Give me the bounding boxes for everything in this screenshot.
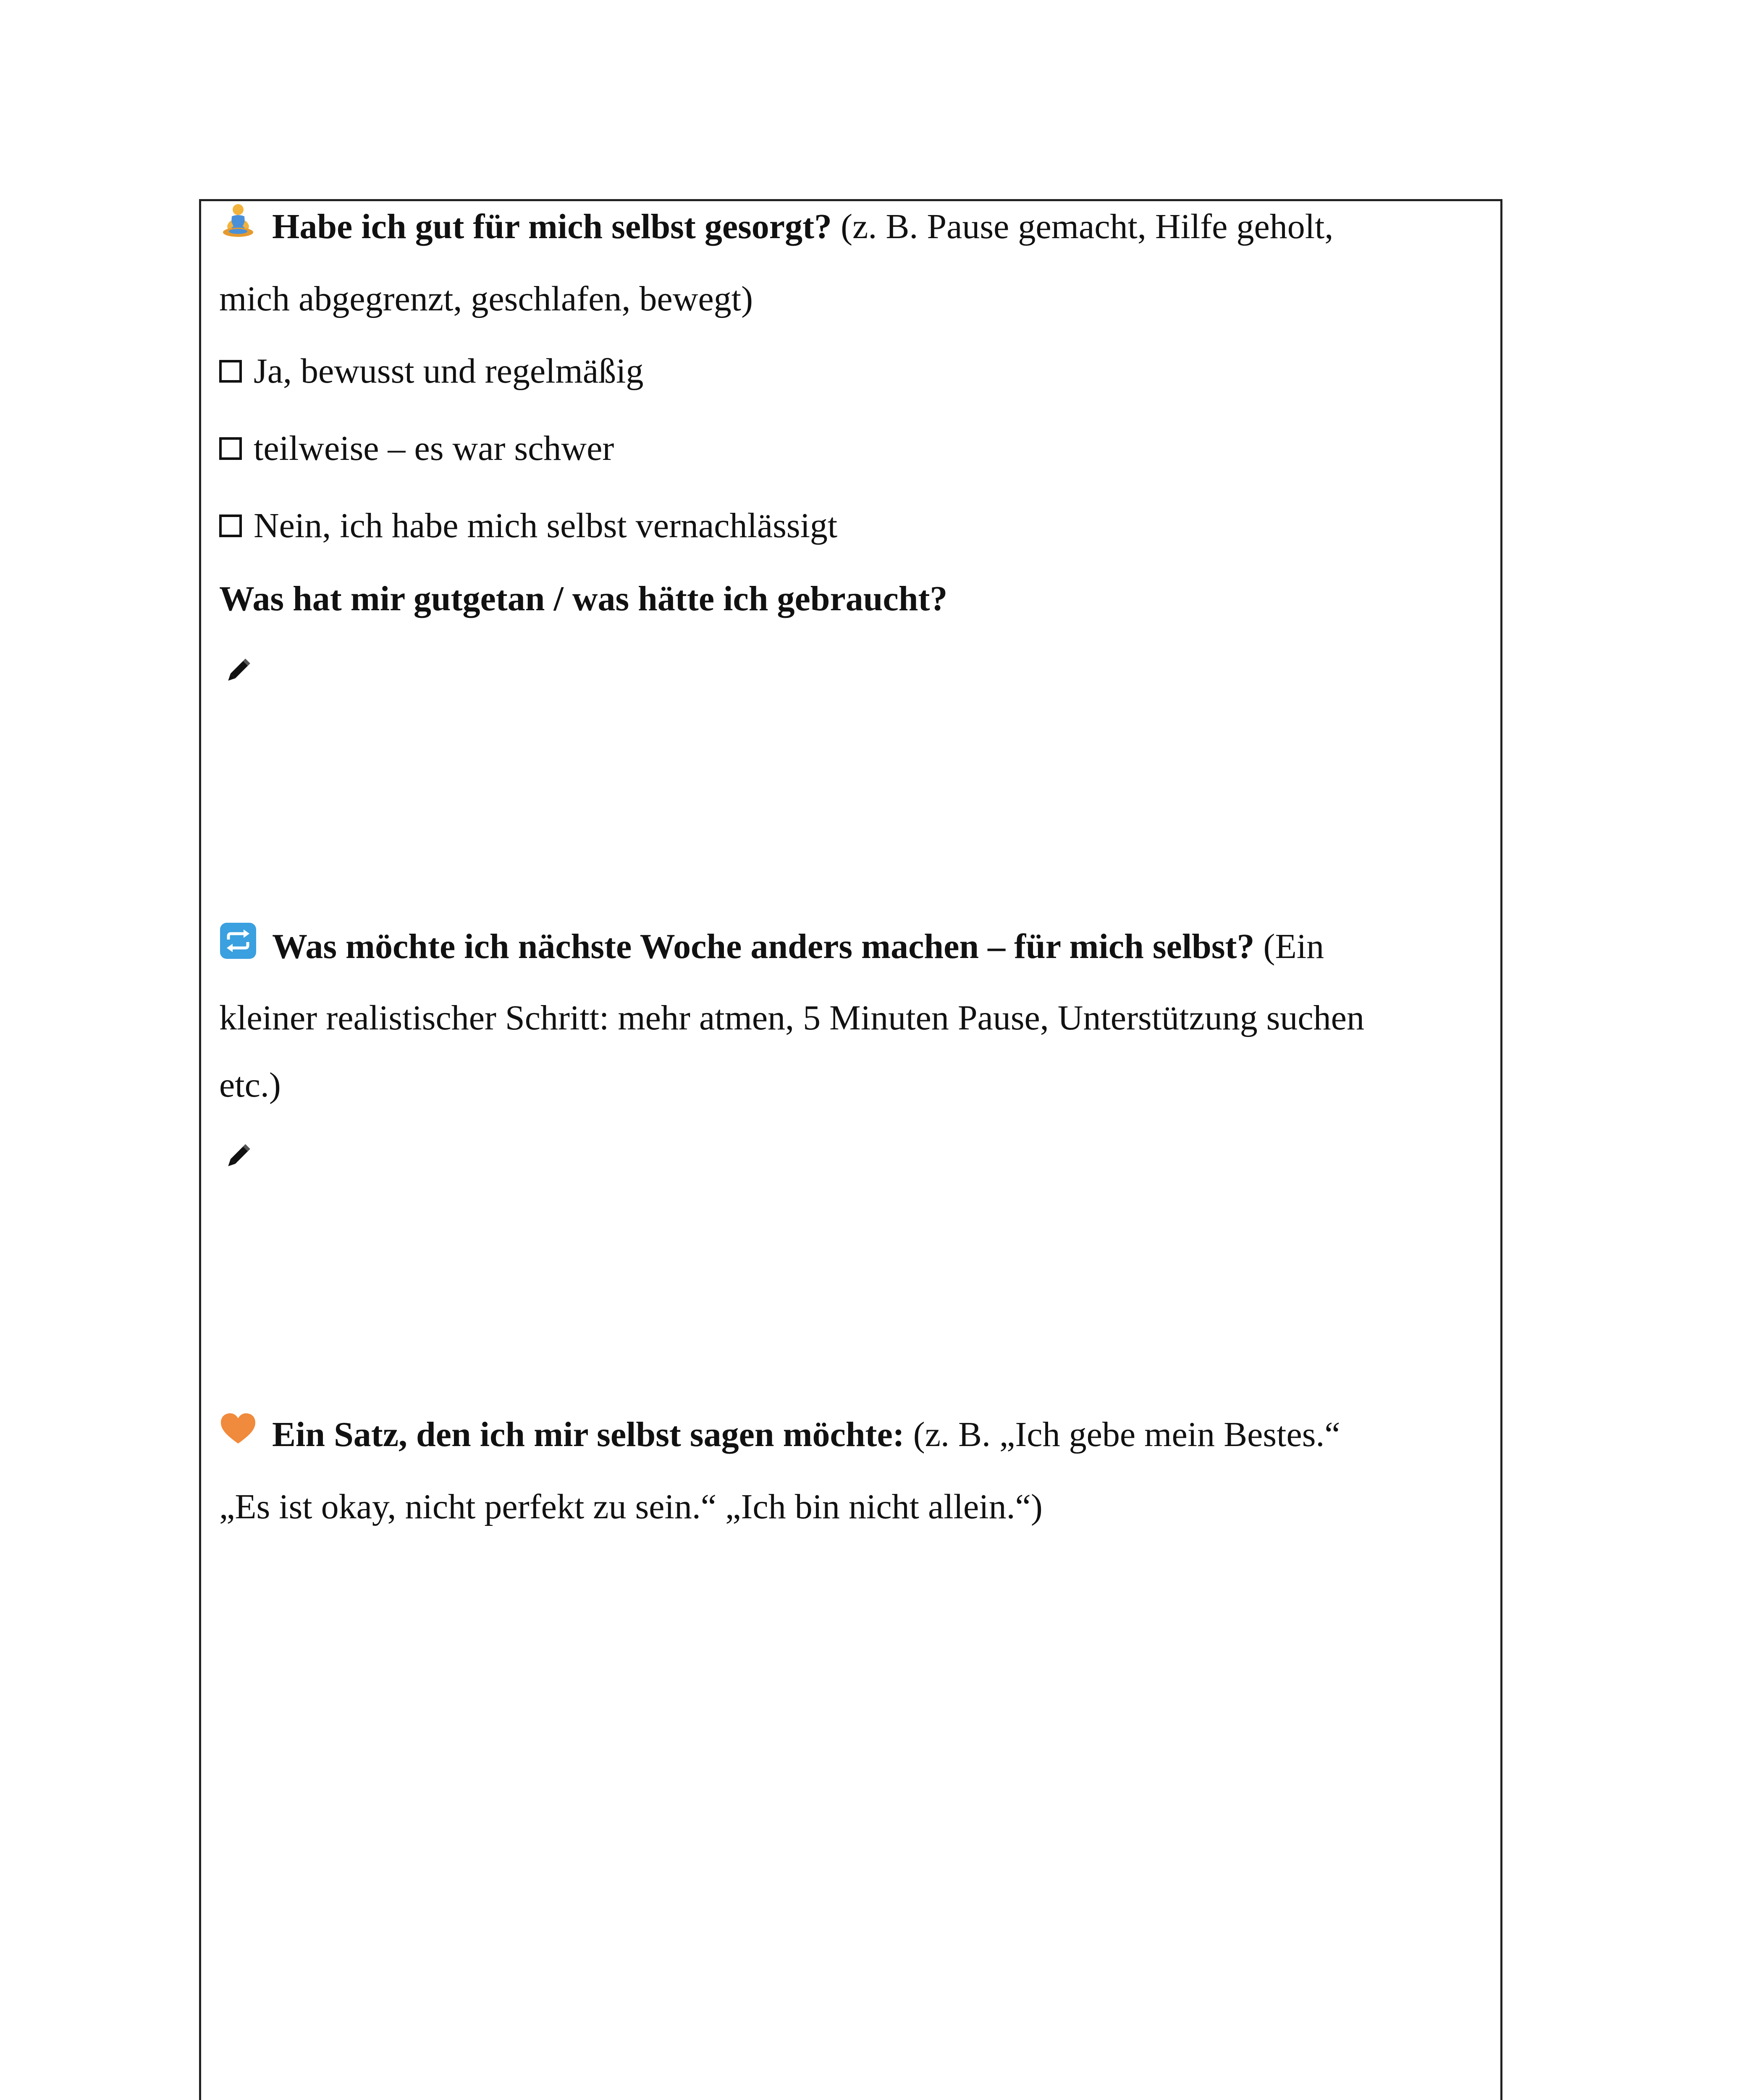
sentence-question-bold: Ein Satz, den ich mir selbst sagen möchte: <box>272 1415 904 1454</box>
pencil-icon <box>222 655 254 689</box>
checkbox-partial[interactable] <box>219 437 242 460</box>
checkbox-no[interactable] <box>219 514 242 537</box>
option-no-label: Nein, ich habe mich selbst vernachlässigt <box>254 506 838 545</box>
orange-heart-icon <box>219 1410 257 1457</box>
change-question-line2: kleiner realistischer Schritt: mehr atmen, 5 Minuten Pause, Unterstützung suchen <box>219 998 1364 1037</box>
selfcare-question-line2: mich abgegrenzt, geschlafen, bewegt) <box>219 279 753 318</box>
sentence-question-line2: „Es ist okay, nicht perfekt zu sein.“ „Ich bin nicht allein.“) <box>219 1487 1043 1526</box>
selfcare-question-line1 <box>219 206 1333 254</box>
repeat-arrows-icon <box>219 922 257 969</box>
pencil-icon <box>222 1141 254 1175</box>
option-yes[interactable] <box>219 350 643 392</box>
worksheet-frame <box>199 199 1502 2100</box>
option-no[interactable] <box>219 505 837 547</box>
selfcare-followup <box>219 578 947 620</box>
selfcare-question-rest: (z. B. Pause gemacht, Hilfe geholt, <box>832 207 1334 246</box>
change-question-bold: Was möchte ich nächste Woche anders machen – für mich selbst? <box>272 927 1255 966</box>
option-partial[interactable] <box>219 428 614 470</box>
meditating-person-icon <box>219 202 257 249</box>
change-question-rest: (Ein <box>1254 927 1324 966</box>
selfcare-question-bold: Habe ich gut für mich selbst gesorgt? <box>272 207 832 246</box>
option-partial-label: teilweise – es war schwer <box>254 429 614 468</box>
selfcare-followup-bold: Was hat mir gutgetan / was hätte ich gebraucht? <box>219 579 948 618</box>
change-question-line3: etc.) <box>219 1066 281 1105</box>
sentence-question-rest: (z. B. „Ich gebe mein Bestes.“ <box>904 1415 1340 1454</box>
change-question-line1 <box>219 926 1324 974</box>
checkbox-yes[interactable] <box>219 360 242 383</box>
option-yes-label: Ja, bewusst und regelmäßig <box>254 352 644 391</box>
sentence-question-line1 <box>219 1414 1340 1462</box>
